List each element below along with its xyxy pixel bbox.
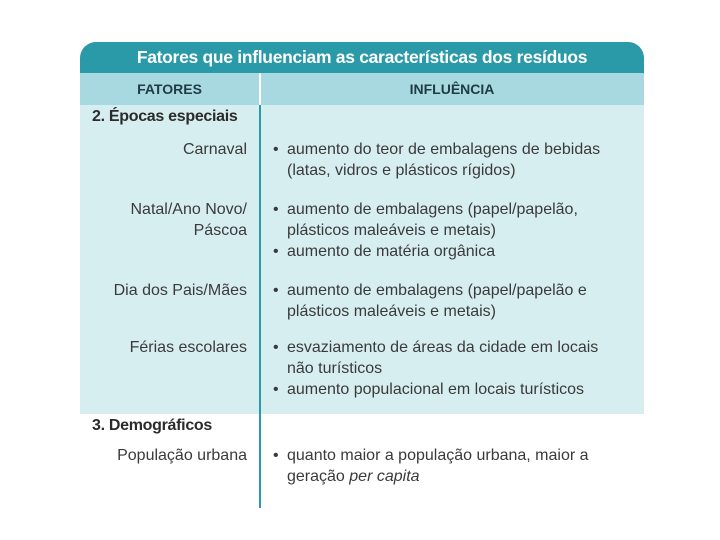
- factor-populacao-urbana: [77, 445, 247, 466]
- influence-line: não turísticos: [287, 360, 383, 377]
- bullet-icon: •: [273, 339, 279, 356]
- influence-line: aumento de embalagens (papel/papelão e: [287, 282, 587, 299]
- table-title: Fatores que influenciam as características dos resíduos: [80, 42, 644, 73]
- influence-line: aumento do teor de embalagens de bebidas: [287, 141, 601, 158]
- influence-line: quanto maior a população urbana, maior a: [287, 447, 589, 464]
- bullet-icon: •: [273, 447, 279, 464]
- factor-ferias: [77, 337, 247, 358]
- influence-natal-2: [287, 241, 637, 262]
- influence-line: plásticos maleáveis e metais): [287, 222, 496, 239]
- section-heading-epocas: 2. Épocas especiais: [92, 108, 238, 125]
- factor-line: Natal/Ano Novo/: [130, 201, 247, 218]
- column-divider: [259, 73, 261, 508]
- influence-italic-text: per capita: [349, 468, 420, 485]
- bullet-icon: •: [273, 282, 279, 299]
- influence-line: (latas, vidros e plásticos rígidos): [287, 162, 516, 179]
- bullet-icon: •: [273, 141, 279, 158]
- factor-line: População urbana: [117, 447, 247, 464]
- bullet-icon: •: [273, 201, 279, 218]
- influence-text: geração: [287, 468, 345, 485]
- influence-natal-1: [287, 199, 637, 241]
- influence-line: esvaziamento de áreas da cidade em locais: [287, 339, 599, 356]
- factor-natal: [77, 199, 247, 241]
- residues-table: [80, 42, 644, 508]
- factor-dia-dos-pais: [77, 280, 247, 301]
- influence-dia-dos-pais: [287, 280, 637, 322]
- header-divider: [259, 73, 261, 105]
- factor-line: Férias escolares: [129, 339, 247, 356]
- header-fatores: FATORES: [137, 81, 202, 97]
- factor-line: Páscoa: [193, 222, 247, 239]
- influence-line: aumento de matéria orgânica: [287, 243, 496, 260]
- bullet-icon: •: [273, 243, 279, 260]
- header-influencia: INFLUÊNCIA: [409, 81, 495, 97]
- factor-line: Dia dos Pais/Mães: [113, 282, 247, 299]
- influence-line: aumento populacional em locais turísticos: [287, 381, 585, 398]
- table-body: [80, 105, 644, 508]
- factor-line: Carnaval: [182, 141, 247, 158]
- section-heading-demograficos: 3. Demográficos: [92, 417, 212, 434]
- header-row: [80, 73, 644, 105]
- bullet-icon: •: [273, 381, 279, 398]
- influence-line: aumento de embalagens (papel/papelão,: [287, 201, 578, 218]
- influence-line: plásticos maleáveis e metais): [287, 303, 496, 320]
- influence-populacao-urbana: [287, 445, 637, 487]
- influence-line: [287, 466, 637, 487]
- influence-ferias-2: [287, 379, 637, 400]
- influence-ferias-1: [287, 337, 637, 379]
- factor-carnaval: [77, 139, 247, 160]
- influence-carnaval: [287, 139, 637, 181]
